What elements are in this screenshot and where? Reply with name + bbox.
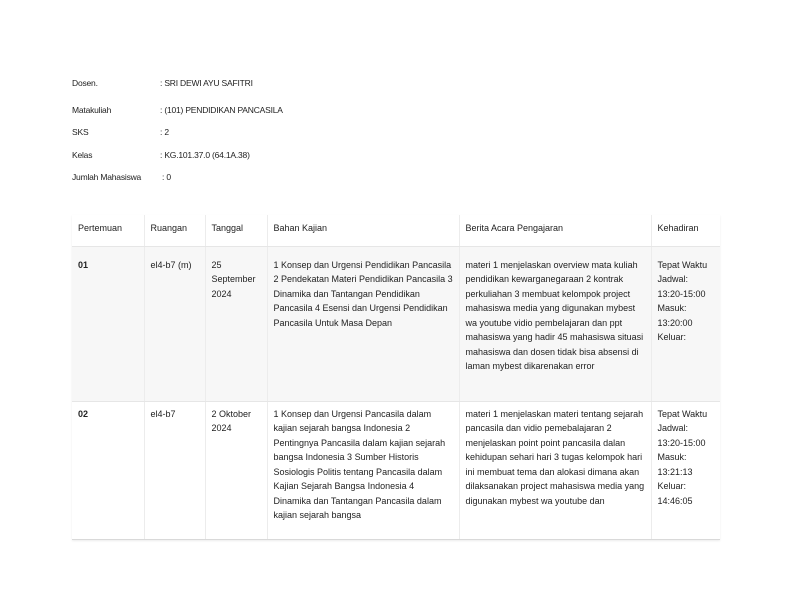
table-row xyxy=(72,401,720,539)
jumlah-value: : 0 xyxy=(162,172,171,182)
matakuliah-value: : (101) PENDIDIKAN PANCASILA xyxy=(160,105,283,115)
header-ruangan: Ruangan xyxy=(144,215,205,246)
table-row xyxy=(72,246,720,401)
matakuliah-label: Matakuliah xyxy=(72,105,112,115)
cell-tanggal: 25 September 2024 xyxy=(205,246,267,401)
cell-kehadiran: Tepat Waktu Jadwal: 13:20-15:00 Masuk: 13:20:00 Keluar: xyxy=(651,246,720,401)
header-pertemuan: Pertemuan xyxy=(72,215,144,246)
sks-value: : 2 xyxy=(160,127,169,137)
kelas-value: : KG.101.37.0 (64.1A.38) xyxy=(160,150,250,160)
cell-berita-acara: materi 1 menjelaskan overview mata kuliah pendidikan kewarganegaraan 2 kontrak perkuliahan 3 membuat kelompok project mahasiswa media yang digunakan mybest wa youtube vidio pembelajaran dan ppt mahasiswa yang hadir 45 mahasiswa situasi mahasiswa dan dosen tidak bisa absensi di laman mybest dikarenakan error xyxy=(459,246,651,401)
table-header-row xyxy=(72,215,720,246)
cell-ruangan: el4-b7 (m) xyxy=(144,246,205,401)
lecture-table xyxy=(72,215,720,539)
cell-bahan-kajian: 1 Konsep dan Urgensi Pendidikan Pancasila 2 Pendekatan Materi Pendidikan Pancasila 3 Dinamika dan Tantangan Pendidikan Pancasila 4 Esensi dan Urgensi Pendidikan Pancasila Untuk Masa Depan xyxy=(267,246,459,401)
kelas-label: Kelas xyxy=(72,150,93,160)
cell-pertemuan: 02 xyxy=(72,401,144,539)
dosen-value: : SRI DEWI AYU SAFITRI xyxy=(160,78,253,88)
cell-pertemuan: 01 xyxy=(72,246,144,401)
dosen-label: Dosen. xyxy=(72,78,98,88)
header-kehadiran: Kehadiran xyxy=(651,215,720,246)
cell-kehadiran: Tepat Waktu Jadwal: 13:20-15:00 Masuk: 13:21:13 Keluar: 14:46:05 xyxy=(651,401,720,539)
sks-label: SKS xyxy=(72,127,89,137)
cell-tanggal: 2 Oktober 2024 xyxy=(205,401,267,539)
header-tanggal: Tanggal xyxy=(205,215,267,246)
jumlah-label: Jumlah Mahasiswa xyxy=(72,172,142,182)
cell-berita-acara: materi 1 menjelaskan materi tentang sejarah pancasila dan vidio pemebalajaran 2 menjelaskan point point pancasila dalan kehidupan sehari hari 3 tugas kelompok hari ini membuat tema dan alokasi dimana akan dilaksanakan project mahasiswa media yang digunakan mybest wa youtube dan xyxy=(459,401,651,539)
cell-ruangan: el4-b7 xyxy=(144,401,205,539)
header-bahan-kajian: Bahan Kajian xyxy=(267,215,459,246)
header-berita-acara: Berita Acara Pengajaran xyxy=(459,215,651,246)
lecture-table-container xyxy=(72,215,720,540)
cell-bahan-kajian: 1 Konsep dan Urgensi Pancasila dalam kajian sejarah bangsa Indonesia 2 Pentingnya Pancasila dalam kajian sejarah bangsa Indonesia 3 Sumber Historis Sosiologis Politis tentang Pancasila dalam Kajian Sejarah Bangsa Indonesia 4 Dinamika dan Tantangan Pancasila dalam kajian sejarah bangsa xyxy=(267,401,459,539)
